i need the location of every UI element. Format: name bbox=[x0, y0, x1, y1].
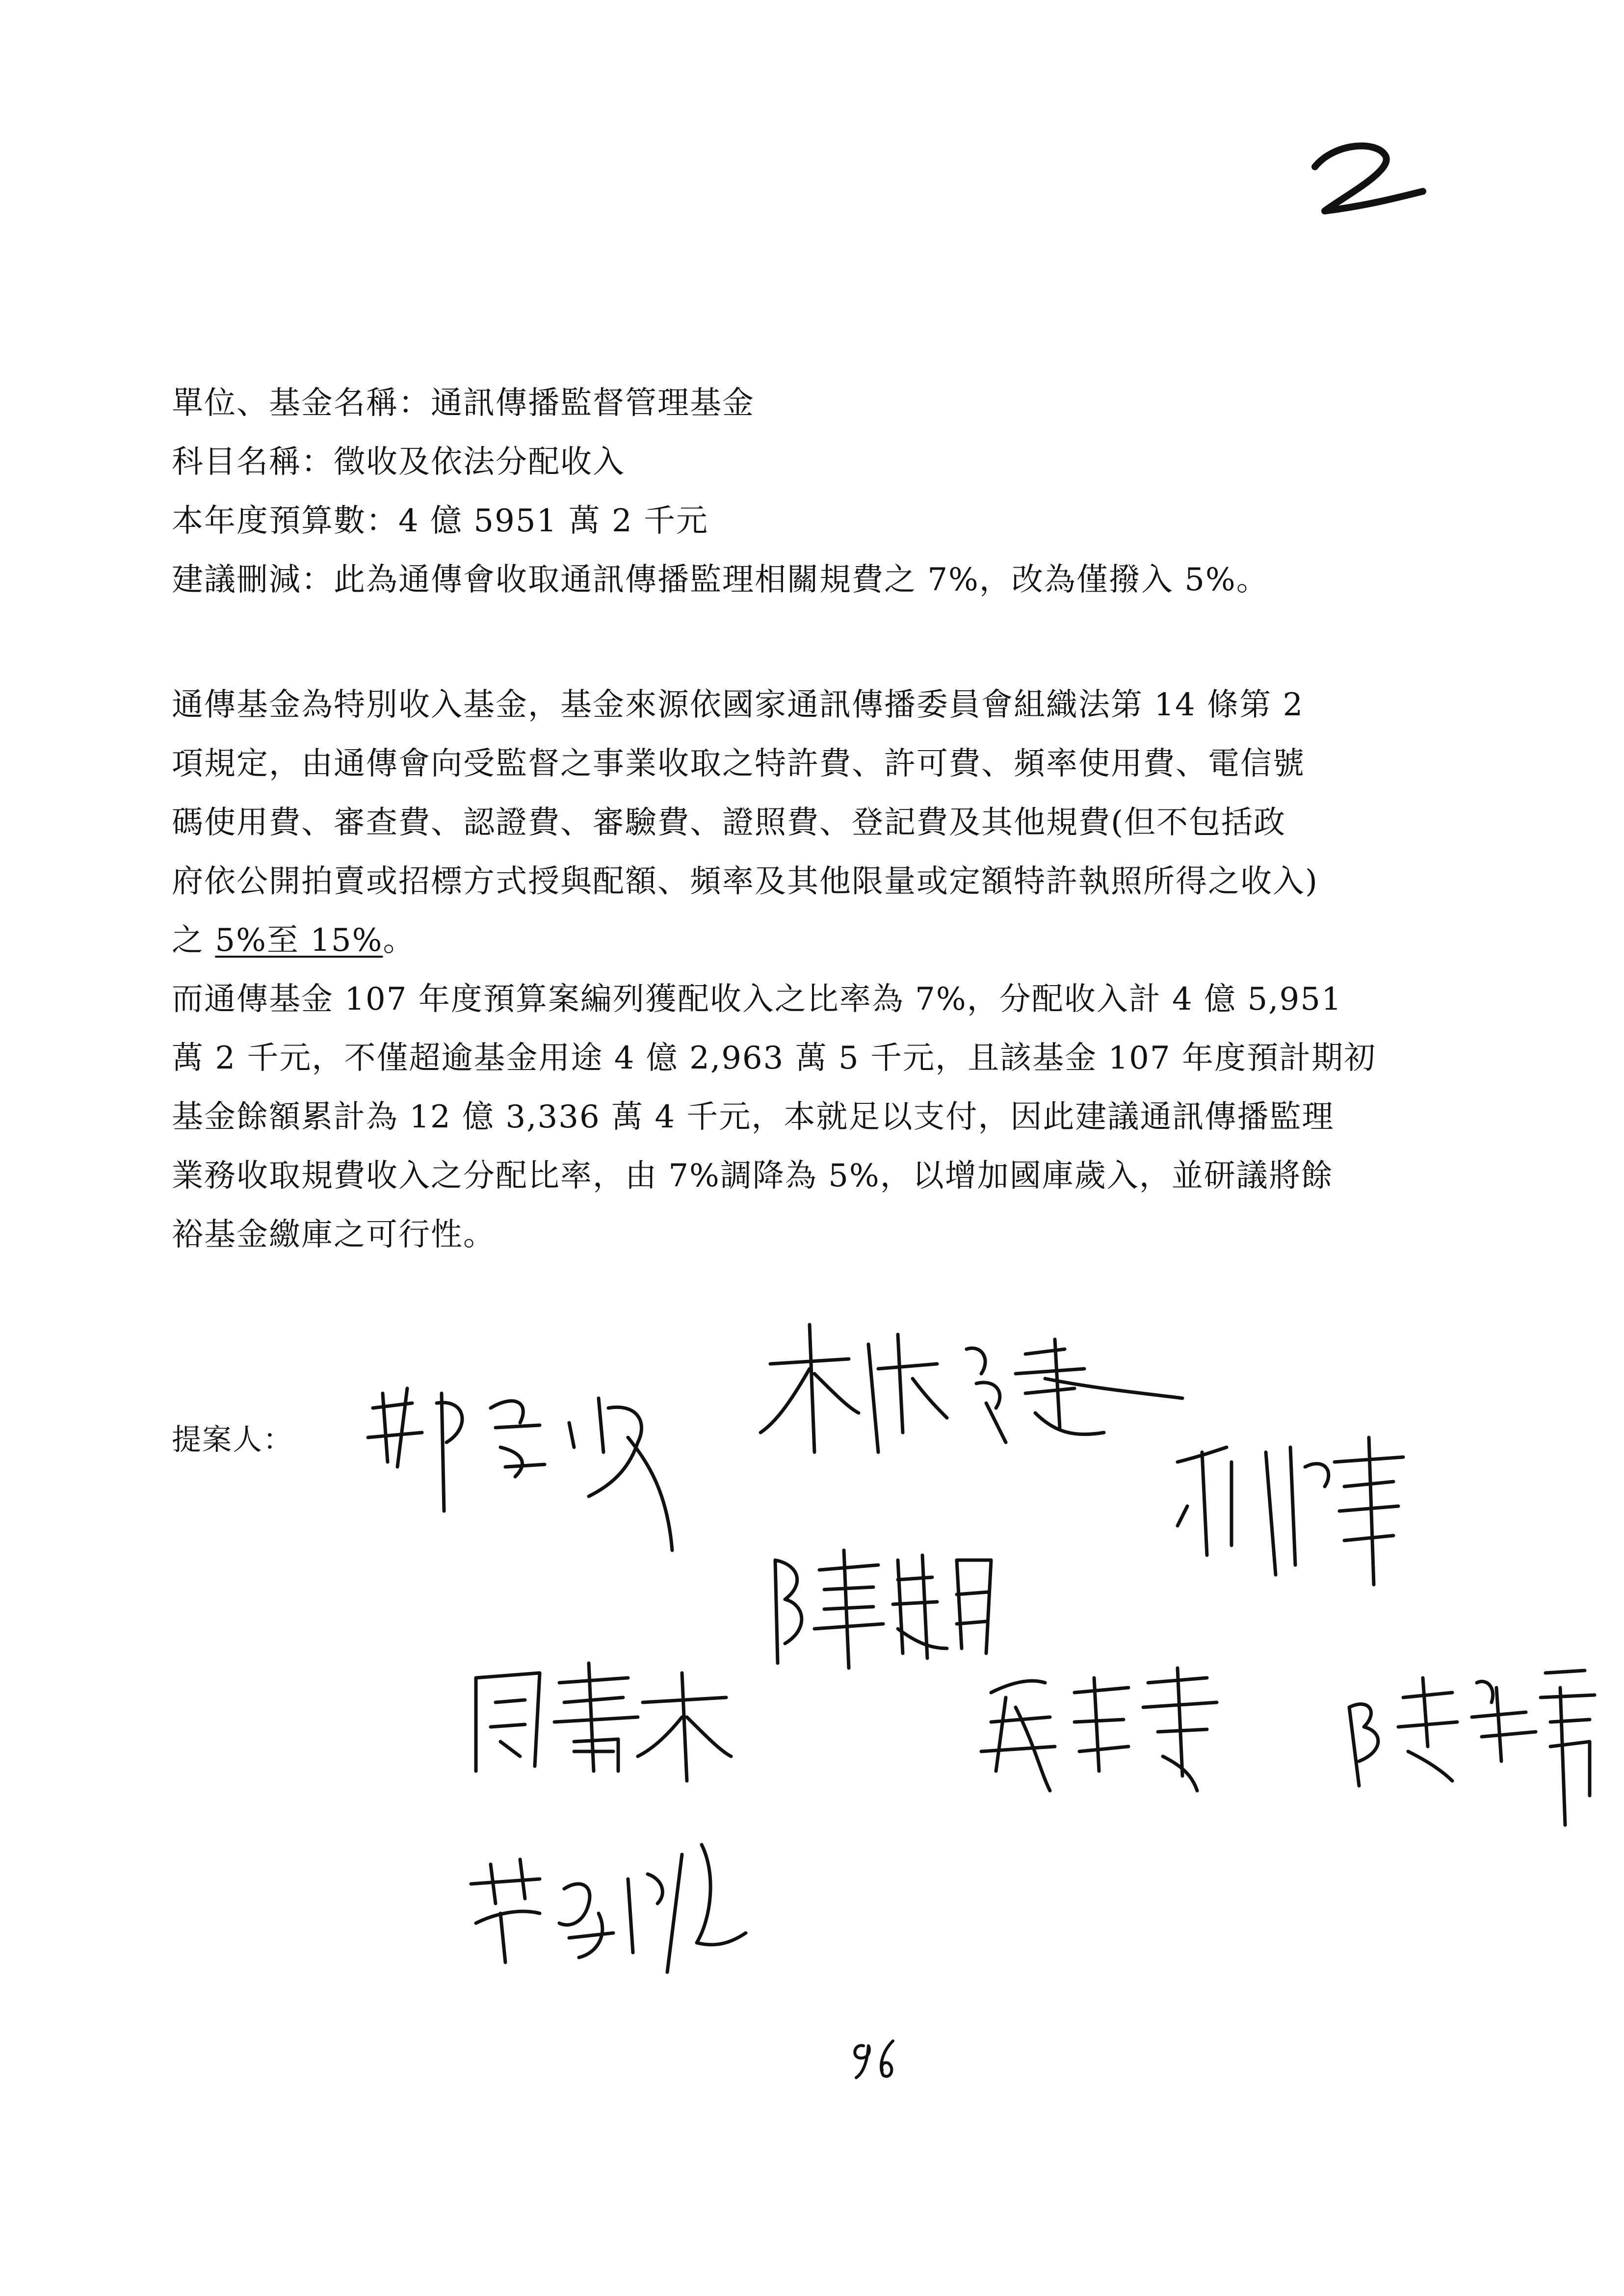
budget-label: 本年度預算數： bbox=[172, 503, 398, 539]
paragraph-1-line-5 bbox=[172, 922, 416, 959]
paragraph-2-line-4: 業務收取規費收入之分配比率，由 7%調降為 5%，以增加國庫歲入，並研議將餘 bbox=[172, 1158, 1334, 1194]
proposal-value: 此為通傳會收取通訊傳播監理相關規費之 7%，改為僅撥入 5%。 bbox=[334, 562, 1269, 598]
signature-8 bbox=[451, 1815, 756, 1982]
p1-underlined-range: 5%至 15% bbox=[215, 922, 383, 959]
budget-value: 4 億 5951 萬 2 千元 bbox=[398, 503, 709, 539]
page-number-handwritten bbox=[844, 2031, 903, 2085]
signature-5 bbox=[451, 1644, 736, 1791]
subject-line bbox=[172, 446, 625, 478]
subject-value: 徵收及依法分配收入 bbox=[334, 444, 625, 480]
signature-1 bbox=[353, 1364, 736, 1570]
signature-4 bbox=[1158, 1418, 1433, 1604]
paragraph-2-line-1: 而通傳基金 107 年度預算案編列獲配收入之比率為 7%，分配收入計 4 億 5,951 bbox=[172, 981, 1342, 1018]
proposal-line bbox=[172, 564, 1269, 596]
signature-6 bbox=[962, 1648, 1256, 1805]
proposer-label: 提案人： bbox=[172, 1423, 293, 1457]
unit-value: 通訊傳播監督管理基金 bbox=[431, 385, 755, 421]
p1-last-prefix: 之 bbox=[172, 922, 215, 959]
unit-label: 單位、基金名稱： bbox=[172, 385, 431, 421]
budget-line bbox=[172, 505, 708, 537]
signature-2 bbox=[751, 1305, 1192, 1472]
paragraph-1-line-1: 通傳基金為特別收入基金，基金來源依國家通訊傳播委員會組織法第 14 條第 2 bbox=[172, 687, 1304, 723]
paragraph-1-line-4: 府依公開拍賣或招標方式授與配額、頻率及其他限量或定額特許執照所得之收入) bbox=[172, 863, 1318, 900]
subject-label: 科目名稱： bbox=[172, 444, 334, 480]
signature-7 bbox=[1330, 1648, 1604, 1840]
paragraph-2-line-3: 基金餘額累計為 12 億 3,336 萬 4 千元，本就足以支付，因此建議通訊傳播監理 bbox=[172, 1099, 1335, 1135]
p1-last-suffix: 。 bbox=[383, 922, 416, 959]
paragraph-1-line-2: 項規定，由通傳會向受監督之事業收取之特許費、許可費、頻率使用費、電信號 bbox=[172, 746, 1305, 782]
paragraph-1-line-3: 碼使用費、審查費、認證費、審驗費、證照費、登記費及其他規費(但不包括政 bbox=[172, 805, 1286, 841]
unit-line bbox=[172, 385, 755, 421]
paragraph-2-line-5: 裕基金繳庫之可行性。 bbox=[172, 1217, 496, 1253]
paragraph-2-line-2: 萬 2 千元，不僅超逾基金用途 4 億 2,963 萬 5 千元，且該基金 107 年度預計期初 bbox=[172, 1040, 1376, 1076]
proposal-label: 建議刪減： bbox=[172, 562, 334, 598]
page-marker-handwritten bbox=[1305, 137, 1433, 226]
